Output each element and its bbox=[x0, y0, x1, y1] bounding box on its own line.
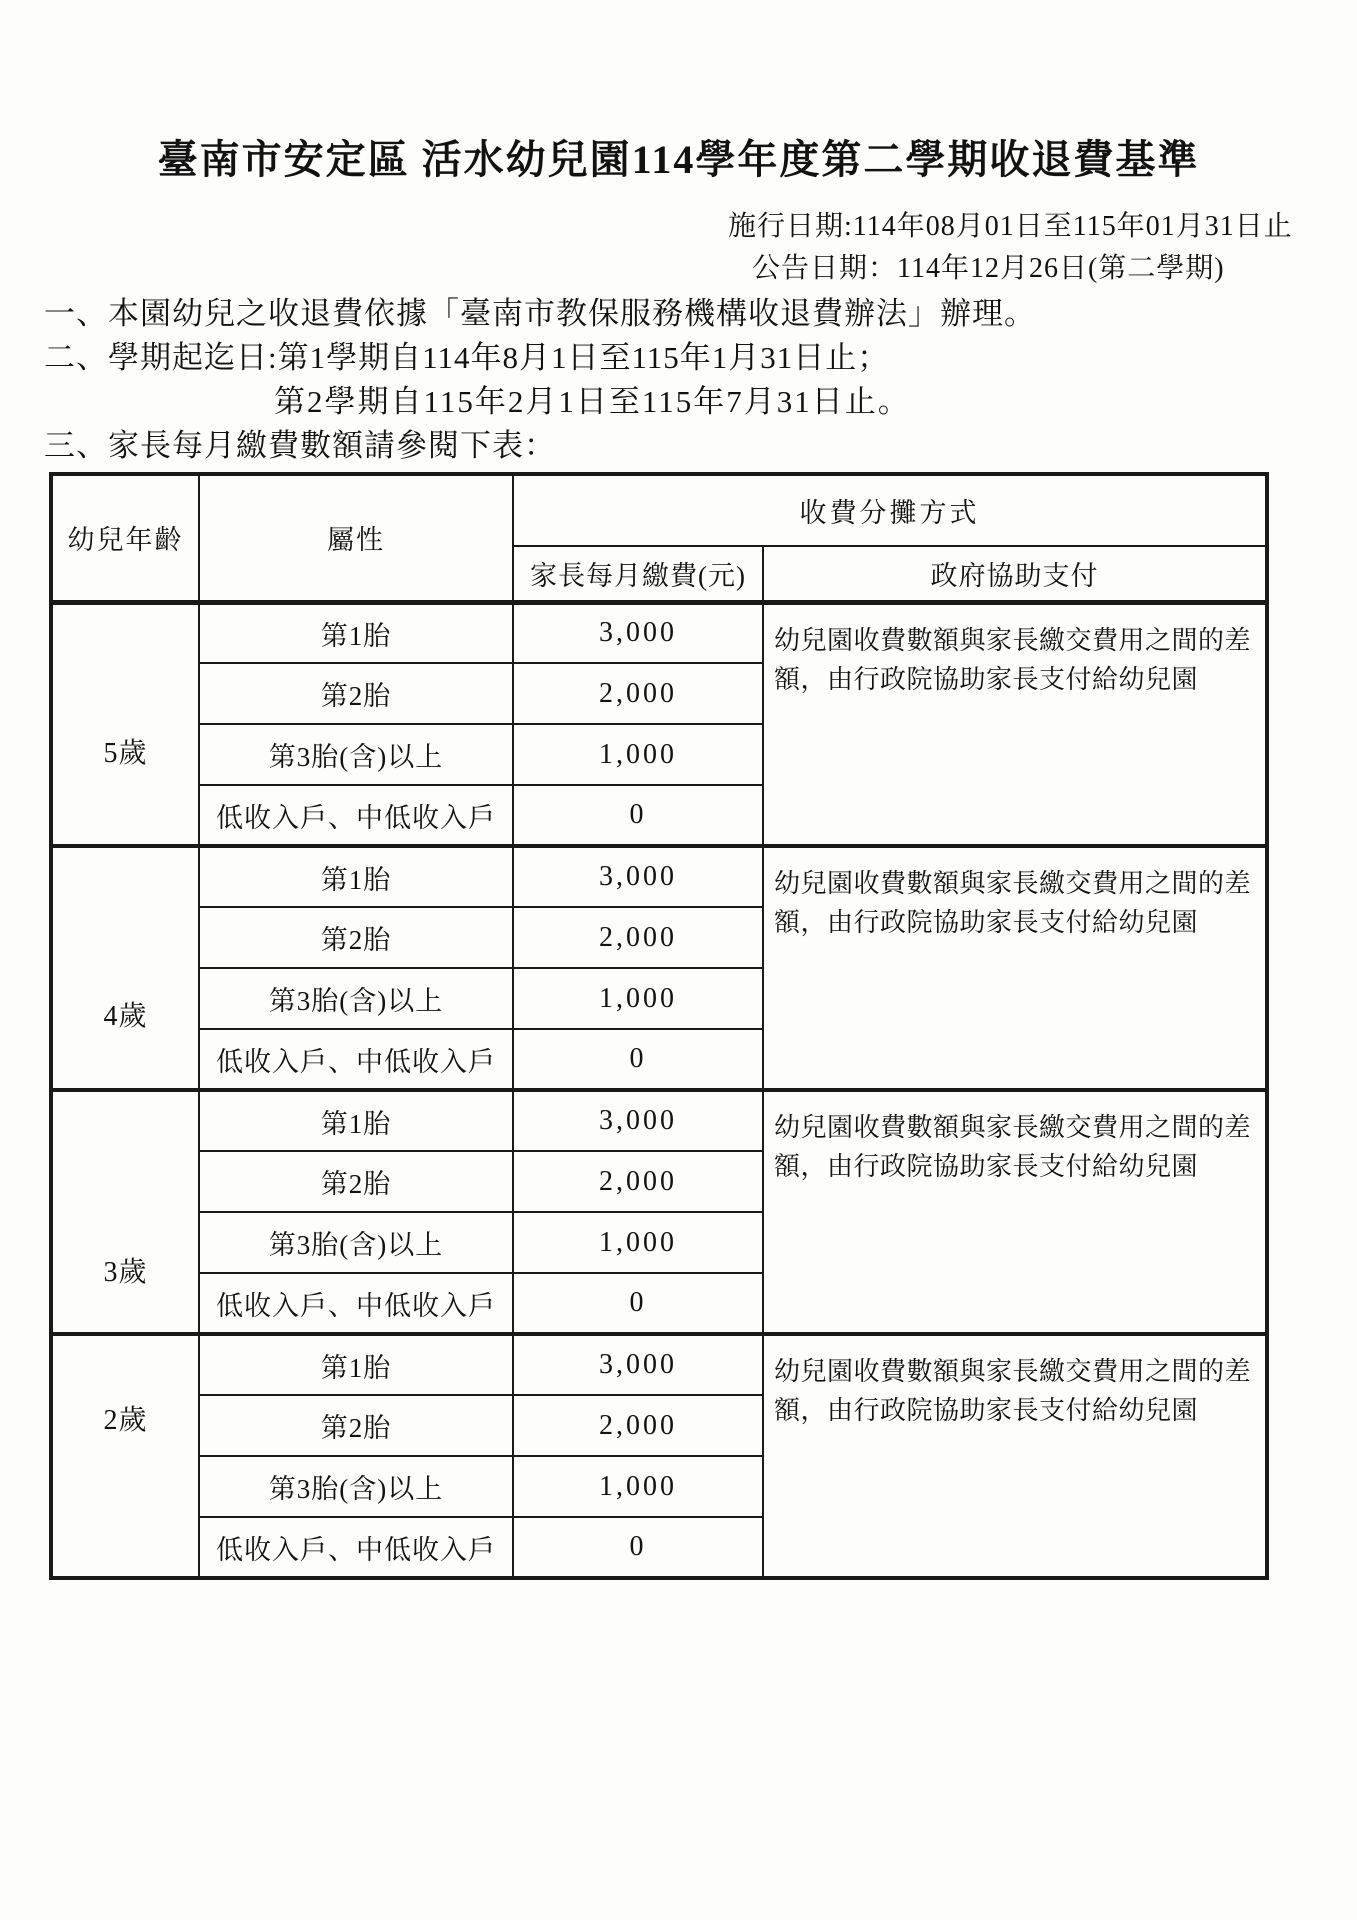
note-3: 三、家長每月繳費數額請參閱下表： bbox=[44, 428, 556, 463]
table-row bbox=[51, 1334, 1267, 1395]
attribute-cell: 第2胎 bbox=[199, 1151, 513, 1212]
page-title: 臺南市安定區 活水幼兒園114學年度第二學期收退費基準 bbox=[157, 137, 1200, 182]
fee-cell: 0 bbox=[513, 785, 763, 846]
attribute-cell: 第2胎 bbox=[199, 907, 513, 968]
attribute-cell: 第2胎 bbox=[199, 663, 513, 724]
implementation-date-line: 施行日期:114年08月01日至115年01月31日止 bbox=[728, 211, 1293, 242]
header-parent-fee: 家長每月繳費(元) bbox=[513, 546, 763, 602]
gov-support-cell: 幼兒園收費數額與家長繳交費用之間的差額，由行政院協助家長支付給幼兒園 bbox=[763, 602, 1267, 846]
age-group-5 bbox=[51, 602, 1267, 846]
fee-cell: 2,000 bbox=[513, 1151, 763, 1212]
note-1: 一、本園幼兒之收退費依據「臺南市教保服務機構收退費辦法」辦理。 bbox=[44, 296, 1036, 331]
header-attribute: 屬性 bbox=[199, 474, 513, 602]
table-row bbox=[51, 1090, 1267, 1151]
fee-table-header bbox=[51, 474, 1267, 602]
gov-support-cell: 幼兒園收費數額與家長繳交費用之間的差額，由行政院協助家長支付給幼兒園 bbox=[763, 1334, 1267, 1578]
attribute-cell: 第2胎 bbox=[199, 1395, 513, 1456]
fee-cell: 3,000 bbox=[513, 1334, 763, 1395]
note-2: 二、學期起迄日:第1學期自114年8月1日至115年1月31日止； bbox=[44, 340, 890, 375]
attribute-cell: 第1胎 bbox=[199, 846, 513, 907]
fee-cell: 0 bbox=[513, 1517, 763, 1578]
table-row bbox=[51, 602, 1267, 663]
fee-cell: 3,000 bbox=[513, 602, 763, 663]
fee-cell: 2,000 bbox=[513, 1395, 763, 1456]
fee-cell: 3,000 bbox=[513, 1090, 763, 1151]
fee-cell: 1,000 bbox=[513, 724, 763, 785]
fee-cell: 1,000 bbox=[513, 968, 763, 1029]
fee-cell: 0 bbox=[513, 1273, 763, 1334]
attribute-cell: 第1胎 bbox=[199, 1334, 513, 1395]
attribute-cell: 低收入戶、中低收入戶 bbox=[199, 785, 513, 846]
age-label: 2歲 bbox=[51, 1334, 199, 1578]
fee-cell: 0 bbox=[513, 1029, 763, 1090]
attribute-cell: 第3胎(含)以上 bbox=[199, 724, 513, 785]
attribute-cell: 低收入戶、中低收入戶 bbox=[199, 1029, 513, 1090]
header-split-method: 收費分攤方式 bbox=[513, 474, 1267, 546]
gov-support-cell: 幼兒園收費數額與家長繳交費用之間的差額，由行政院協助家長支付給幼兒園 bbox=[763, 846, 1267, 1090]
age-group-2 bbox=[51, 1334, 1267, 1578]
table-row bbox=[51, 846, 1267, 907]
attribute-cell: 低收入戶、中低收入戶 bbox=[199, 1273, 513, 1334]
attribute-cell: 第1胎 bbox=[199, 602, 513, 663]
fee-cell: 2,000 bbox=[513, 907, 763, 968]
age-label: 3歲 bbox=[51, 1090, 199, 1334]
gov-support-cell: 幼兒園收費數額與家長繳交費用之間的差額，由行政院協助家長支付給幼兒園 bbox=[763, 1090, 1267, 1334]
fee-cell: 3,000 bbox=[513, 846, 763, 907]
attribute-cell: 第1胎 bbox=[199, 1090, 513, 1151]
fee-table bbox=[49, 472, 1269, 1580]
announcement-date-line: 公告日期：114年12月26日(第二學期) bbox=[752, 253, 1225, 284]
age-group-3 bbox=[51, 1090, 1267, 1334]
attribute-cell: 第3胎(含)以上 bbox=[199, 1456, 513, 1517]
header-age: 幼兒年齡 bbox=[51, 474, 199, 602]
age-group-4 bbox=[51, 846, 1267, 1090]
attribute-cell: 低收入戶、中低收入戶 bbox=[199, 1517, 513, 1578]
fee-cell: 1,000 bbox=[513, 1456, 763, 1517]
fee-cell: 2,000 bbox=[513, 663, 763, 724]
fee-cell: 1,000 bbox=[513, 1212, 763, 1273]
age-label: 5歲 bbox=[51, 602, 199, 846]
attribute-cell: 第3胎(含)以上 bbox=[199, 968, 513, 1029]
age-label: 4歲 bbox=[51, 846, 199, 1090]
header-gov-support: 政府協助支付 bbox=[763, 546, 1267, 602]
attribute-cell: 第3胎(含)以上 bbox=[199, 1212, 513, 1273]
note-2-continued: 第2學期自115年2月1日至115年7月31日止。 bbox=[274, 384, 911, 419]
